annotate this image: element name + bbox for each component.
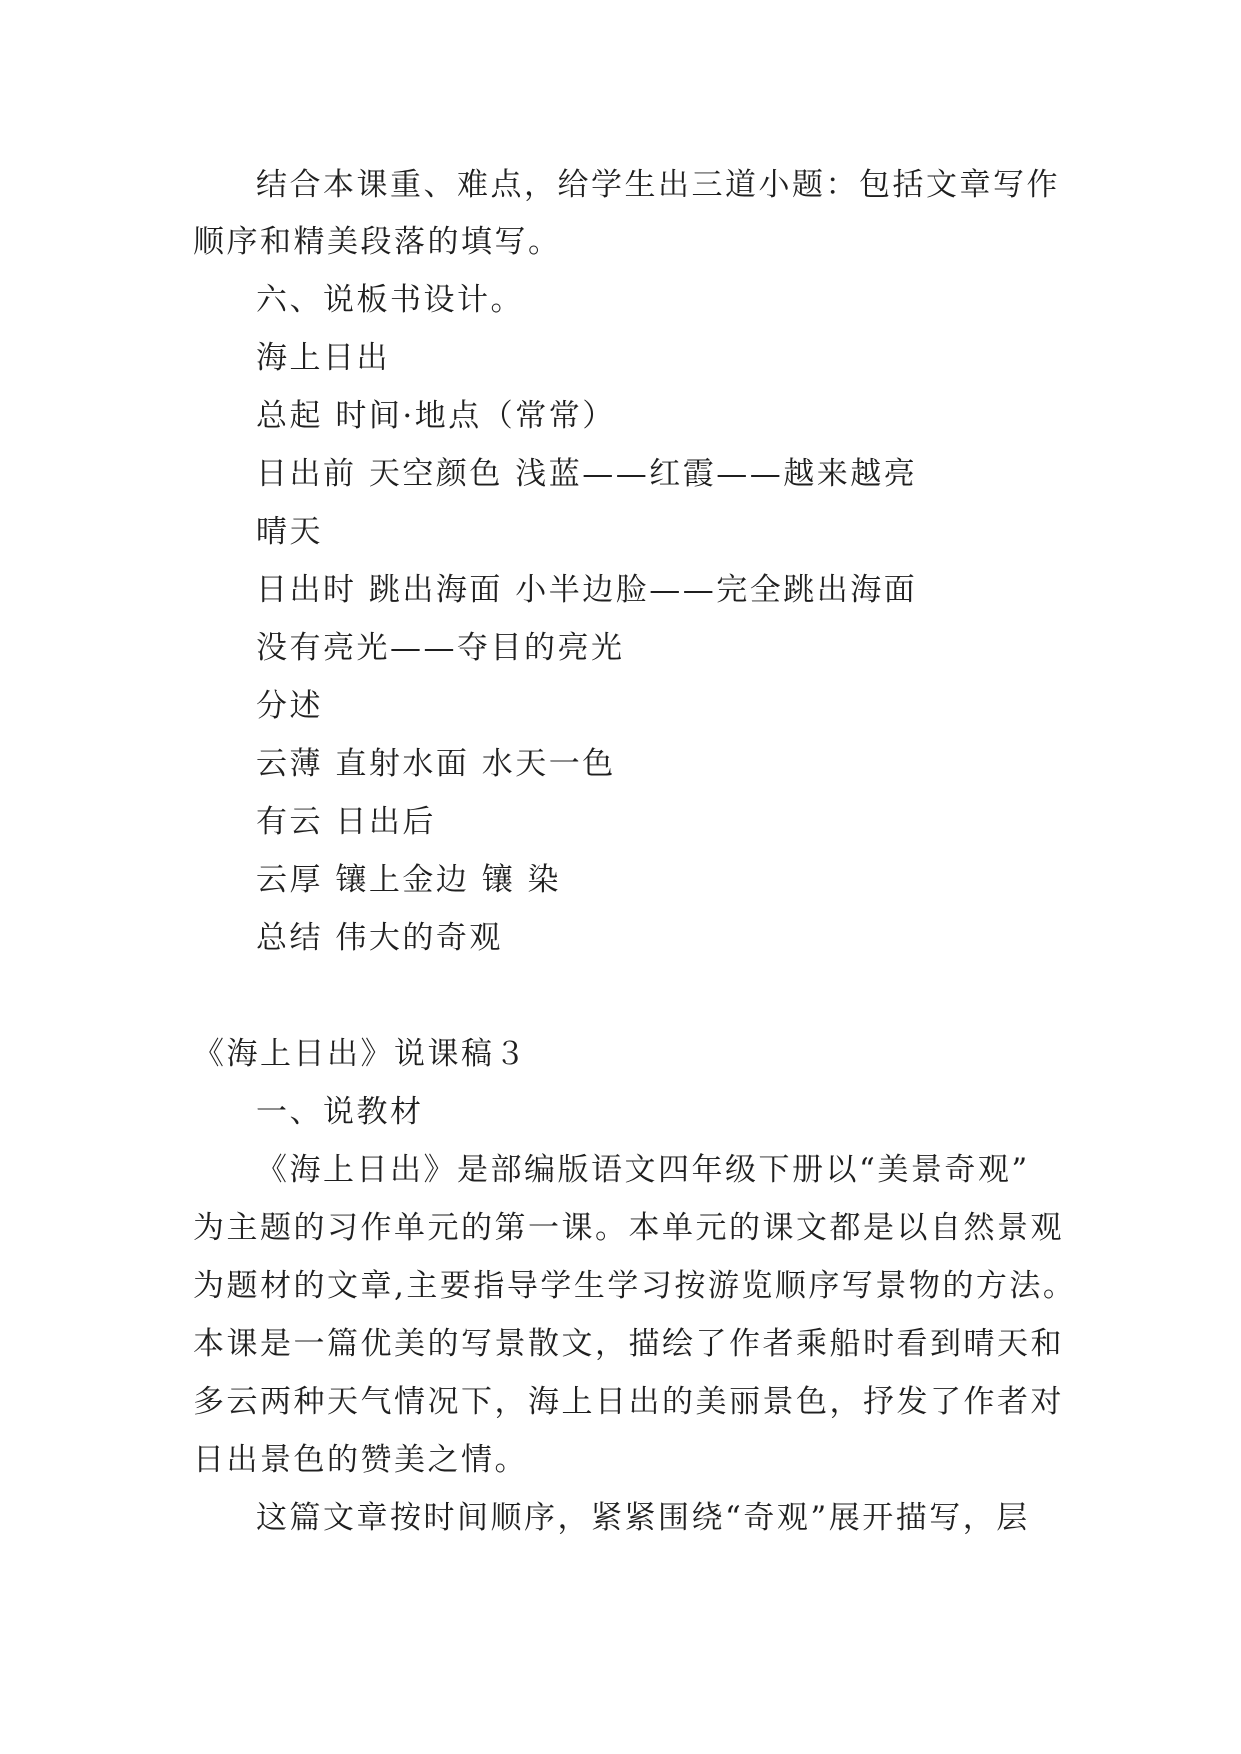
board-row-7: 云薄 直射水面 水天一色 bbox=[256, 746, 616, 782]
board-row-4: 日出时 跳出海面 小半边脸——完全跳出海面 bbox=[256, 572, 918, 608]
board-row-6: 分述 bbox=[256, 688, 323, 724]
paragraph-b-line-1: 《海上日出》是部编版语文四年级下册以“美景奇观” bbox=[256, 1152, 1030, 1188]
board-row-3: 晴天 bbox=[256, 514, 323, 550]
board-row-2: 日出前 天空颜色 浅蓝——红霞——越来越亮 bbox=[256, 456, 918, 492]
board-row-5: 没有亮光——夺目的亮光 bbox=[256, 630, 625, 666]
section-six-heading: 六、说板书设计。 bbox=[256, 282, 524, 318]
paragraph-a-line-1: 结合本课重、难点，给学生出三道小题：包括文章写作 bbox=[256, 167, 1060, 203]
board-row-8: 有云 日出后 bbox=[256, 804, 436, 840]
section-one-heading: 一、说教材 bbox=[256, 1094, 424, 1130]
paragraph-b-line-5: 多云两种天气情况下，海上日出的美丽景色，抒发了作者对 bbox=[193, 1384, 1064, 1420]
paragraph-b-line-4: 本课是一篇优美的写景散文，描绘了作者乘船时看到晴天和 bbox=[193, 1326, 1064, 1362]
board-row-10: 总结 伟大的奇观 bbox=[256, 920, 503, 956]
paragraph-b-line-2: 为主题的习作单元的第一课。本单元的课文都是以自然景观 bbox=[193, 1210, 1064, 1246]
board-row-9: 云厚 镶上金边 镶 染 bbox=[256, 862, 562, 898]
article-3-title: 《海上日出》说课稿３ bbox=[193, 1036, 528, 1072]
board-row-1: 总起 时间·地点（常常） bbox=[256, 398, 616, 434]
board-title: 海上日出 bbox=[256, 340, 390, 376]
paragraph-a-line-2: 顺序和精美段落的填写。 bbox=[193, 224, 562, 260]
paragraph-c-line-1: 这篇文章按时间顺序，紧紧围绕“奇观”展开描写，层 bbox=[256, 1500, 1030, 1536]
paragraph-b-line-6: 日出景色的赞美之情。 bbox=[193, 1442, 528, 1478]
paragraph-b-line-3: 为题材的文章,主要指导学生学习按游览顺序写景物的方法。 bbox=[193, 1268, 1077, 1304]
